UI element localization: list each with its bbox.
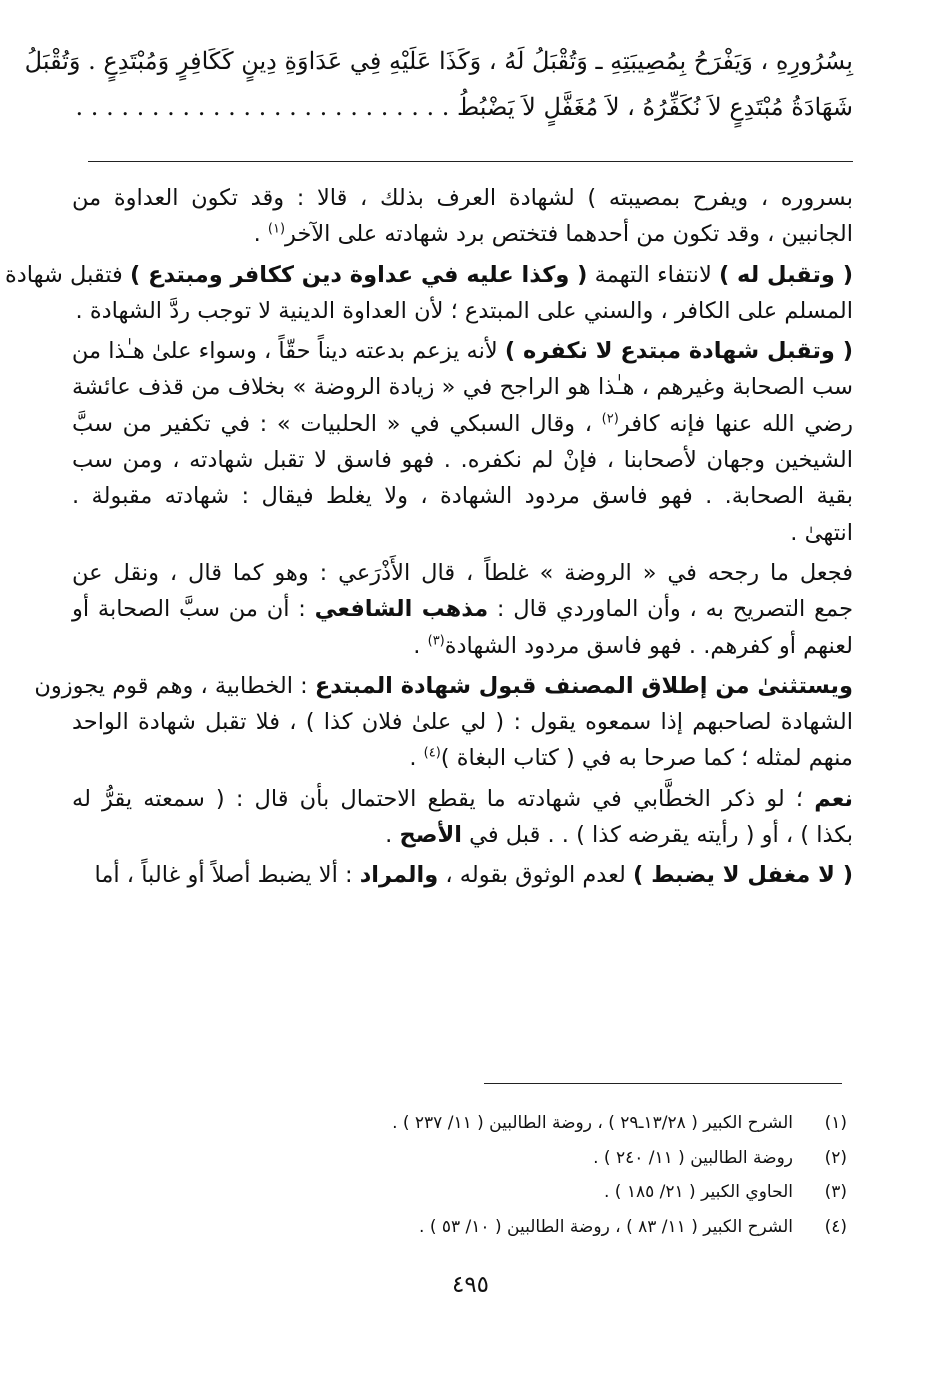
- footnote-reference: (٢): [601, 411, 619, 427]
- commentary-line: [72, 442, 853, 478]
- commentary-line: [72, 857, 853, 893]
- commentary-text-segment: انتهىٰ .: [790, 519, 853, 546]
- commentary-text-segment: رضي الله عنها فإنه كافر: [618, 410, 853, 437]
- footnote-number: (٢): [824, 1147, 847, 1168]
- commentary-text-segment: سب الصحابة وغيرهم ، هـٰذا هو الراجح في « زيادة الروضة » بخلاف من قذف عائشة: [72, 374, 853, 401]
- footnote-number: (١): [824, 1113, 847, 1133]
- commentary-line: [34, 668, 853, 704]
- commentary-text-segment: .: [413, 632, 428, 659]
- commentary-text-segment: .: [409, 745, 424, 772]
- commentary-paragraph: [34, 668, 853, 777]
- matn-separator-rule: [88, 161, 853, 162]
- commentary-text-segment: ، وقال السبكي في « الحلبيات » : في تكفير من سبَّ: [72, 410, 602, 437]
- commentary-text-segment: لانتفاء التهمة: [587, 261, 719, 288]
- commentary-paragraph: [72, 333, 853, 551]
- commentary-line: [5, 257, 853, 293]
- matn-text: [24, 38, 853, 130]
- commentary-text-segment: ؛ لو ذكر الخطَّابي في شهادته ما يقطع الاحتمال بأن قال : ( سمعته يقرُّ له: [72, 785, 815, 812]
- commentary-text-segment: الشيخين وجهان لأصحابنا ، فإنْ لم نكفره. . فهو فاسق لا تقبل شهادته ، ومن سب: [72, 447, 853, 474]
- commentary-text-segment: منهم لمثله ؛ كما صرحا به في ( كتاب البغاة ): [440, 745, 853, 772]
- footnote: [100, 1141, 847, 1176]
- commentary-text-segment: : أن من سبَّ الصحابة أو: [72, 596, 315, 623]
- footnote-reference: (٤): [423, 745, 441, 761]
- commentary-text-segment: جمع التصريح به ، وأن الماوردي قال :: [488, 596, 853, 623]
- bold-matn-quote: ( لا مغفل لا يضبط ): [632, 862, 853, 889]
- commentary-line: [72, 740, 853, 776]
- commentary-line: [72, 628, 853, 664]
- footnote-number: (٣): [824, 1182, 847, 1202]
- commentary-text-segment: فجعل ما رجحه في « الروضة » غلطاً ، قال الأَذْرَعي : وهو كما قال ، ونقل عن: [72, 559, 853, 586]
- commentary-text-segment: لعنهم أو كفرهم. . فهو فاسق مردود الشهادة: [444, 632, 853, 659]
- commentary-text-segment: بقية الصحابة. . فهو فاسق مردود الشهادة ، ولا يغلط فيقال : شهادته مقبولة .: [72, 483, 853, 510]
- bold-matn-quote: ( وتقبل شهادة مبتدع لا نكفره ): [504, 338, 853, 365]
- bold-matn-quote: الأصح: [399, 822, 462, 849]
- commentary-paragraph: [72, 857, 853, 893]
- commentary-line: [72, 781, 853, 817]
- commentary-text-segment: الشهادة لصاحبهم إذا سمعوه يقول : ( لي علىٰ فلان كذا ) ، فلا تقبل شهادة الواحد: [72, 709, 853, 736]
- commentary-text-segment: : الخطابية ، وهم قوم يجوزون: [34, 672, 315, 699]
- commentary-line: [72, 369, 853, 405]
- commentary-line: [72, 591, 853, 627]
- commentary-paragraph: [72, 555, 853, 664]
- commentary-paragraph: [5, 257, 853, 330]
- commentary-text-segment: بكذا ) ، أو ( رأيته يقرضه كذا ) . . قبل في: [461, 822, 853, 849]
- footnote: [100, 1175, 847, 1210]
- commentary-line: [72, 216, 853, 252]
- commentary-line: [72, 555, 853, 591]
- commentary-line: [72, 478, 853, 514]
- footnote-text: الحاوي الكبير ( ٢١/ ١٨٥ ) .: [603, 1182, 793, 1202]
- commentary-text-segment: .: [385, 822, 400, 849]
- commentary-text-segment: فتقبل شهادة: [5, 261, 130, 288]
- footnote-separator-rule: [484, 1083, 842, 1084]
- bold-matn-quote: نعم: [814, 785, 853, 812]
- commentary-line: [72, 333, 853, 369]
- page-number: ٤٩٥: [451, 1272, 490, 1298]
- footnote-number: (٤): [824, 1216, 847, 1237]
- matn-line: شَهَادَةُ مُبْتَدِعٍ لاَ نُكَفِّرُهُ ، لاَ مُغَفَّلٍ لاَ يَضْبُطُ . . . . . . . . . . . . . . . . . . . . . . . . .: [75, 93, 853, 121]
- footnote-reference: (٣): [427, 633, 445, 649]
- commentary-text-segment: لأنه يزعم بدعته ديناً حقّاً ، وسواء علىٰ هـٰذا من: [71, 338, 505, 365]
- commentary-text-segment: : ألا يضبط أصلاً أو غالباً ، أما: [94, 862, 360, 889]
- bold-matn-quote: ويستثنىٰ من إطلاق المصنف قبول شهادة المبتدع: [314, 672, 853, 699]
- commentary-text-segment: .: [253, 221, 268, 248]
- commentary-line: [72, 406, 853, 442]
- bold-matn-quote: والمراد: [359, 862, 439, 889]
- footnotes: [100, 1106, 847, 1244]
- commentary-line: [72, 817, 853, 853]
- bold-matn-quote: مذهب الشافعي: [314, 596, 489, 623]
- commentary-text: [5, 180, 853, 898]
- commentary-text-segment: الجانبين ، وقد تكون من أحدهما فتختص برد شهادته على الآخر: [285, 221, 853, 248]
- footnote-text: الشرح الكبير ( ١١/ ٨٣ ) ، روضة الطالبين ( ١٠/ ٥٣ ) .: [419, 1216, 793, 1237]
- commentary-paragraph: [72, 781, 853, 854]
- footnote-text: الشرح الكبير ( ١٣/٢٨ـ٢٩ ) ، روضة الطالبين ( ١١/ ٢٣٧ ) .: [392, 1113, 793, 1133]
- commentary-text-segment: المسلم على الكافر ، والسني على المبتدع ؛ لأن العداوة الدينية لا توجب ردَّ الشهادة .: [75, 297, 853, 324]
- commentary-line: [72, 180, 853, 216]
- footnote-text: روضة الطالبين ( ١١/ ٢٤٠ ) .: [593, 1147, 793, 1168]
- commentary-paragraph: [72, 180, 853, 253]
- bold-matn-quote: ( وكذا عليه في عداوة دين ككافر ومبتدع ): [129, 261, 588, 288]
- commentary-line: [72, 293, 853, 329]
- commentary-line: [72, 704, 853, 740]
- bold-matn-quote: ( وتقبل له ): [718, 261, 853, 288]
- footnote: [100, 1106, 847, 1141]
- commentary-text-segment: لعدم الوثوق بقوله ،: [438, 862, 633, 889]
- footnote: [100, 1210, 847, 1245]
- commentary-text-segment: بسروره ، ويفرح بمصيبته ) لشهادة العرف بذلك ، قالا : وقد تكون العداوة من: [72, 185, 853, 211]
- matn-line: بِسُرُورِهِ ، وَيَفْرَحُ بِمُصِيبَتِهِ ـ وَتُقْبَلُ لَهُ ، وَكَذَا عَلَيْهِ فِي عَدَاوَةِ دِينٍ كَكَافِرٍ وَمُبْتَدِعٍ . وَتُقْبَلُ: [24, 47, 853, 75]
- footnote-reference: (١): [267, 221, 286, 237]
- commentary-line: [72, 515, 853, 551]
